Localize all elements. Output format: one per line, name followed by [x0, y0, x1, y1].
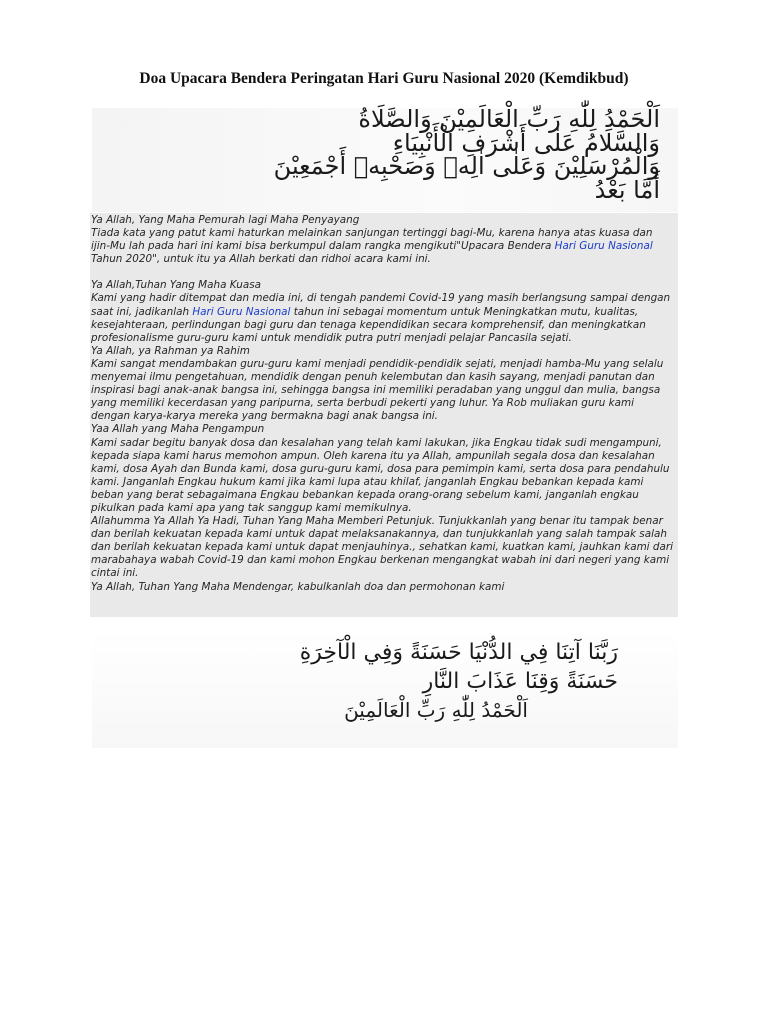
arabic-line: وَالسَّلَامُ عَلٰى أَشْرَفِ الْأَنْبِيَاءِ: [392, 128, 660, 157]
arabic-line: اَلْحَمْدُ لِلّٰهِ رَبِّ الْعَالَمِيْنَ وَالصَّلَاةُ: [358, 105, 660, 133]
paragraph-text: tahun ini sebagai momentum untuk Meningkatkan mutu, kualitas, kesejahteraan, perlindungan bagi guru dan tenaga kependidikan secara komprehensif, dan meningkatkan profesionalisme guru-guru kami untuk mendidik putra putri menjadi pelajar Pancasila sejati.: [91, 305, 646, 344]
prayer-heading: Ya Allah,Tuhan Yang Maha Kuasa: [91, 279, 262, 292]
arabic-line: اَلْحَمْدُ لِلّٰهِ رَبِّ الْعَالَمِيْنَ: [344, 698, 528, 722]
prayer-heading: Yaa Allah yang Maha Pengampun: [91, 423, 265, 436]
prayer-text-box: [90, 213, 678, 617]
paragraph-spacer: [91, 266, 674, 279]
arabic-closing-image: [92, 630, 678, 748]
prayer-paragraph: [91, 292, 674, 344]
prayer-paragraph: Ya Allah, Tuhan Yang Maha Mendengar, kabulkanlah doa dan permohonan kami: [91, 580, 505, 593]
paragraph-text: Tiada kata yang patut kami haturkan melainkan sanjungan tertinggi bagi-Mu, karena hanya atas kuasa dan ijin-Mu lah pada hari ini kami bisa berkumpul dalam rangka mengikuti"Upacara Bendera: [91, 227, 653, 253]
prayer-paragraph: [91, 227, 674, 266]
hari-guru-nasional-link[interactable]: Hari Guru Nasional: [192, 305, 291, 318]
arabic-line: أَمَّا بَعْدُ: [594, 175, 660, 204]
prayer-heading: Ya Allah, ya Rahman ya Rahim: [91, 344, 250, 357]
arabic-line: وَالْمُرْسَلِيْنَ وَعَلٰى اٰلِهٖ وَصَحْبِهٖ أَجْمَعِيْنَ: [273, 152, 660, 180]
paragraph-text: Tahun 2020", untuk itu ya Allah berkati dan ridhoi acara kami ini.: [91, 253, 431, 266]
prayer-paragraph: Kami sangat mendambakan guru-guru kami menjadi pendidik-pendidik sejati, menjadi hamba-Mu yang selalu menyemai ilmu pengetahuan, mendidik dengan penuh kelembutan dan kasih sayang, menjadi panutan dan inspirasi bagi anak-anak bangsa ini, sehingga bangsa ini memiliki peradaban yang unggul dan mulia, bangsa yang memiliki kecerdasan yang paripurna, serta berbudi pekerti yang luhur. Ya Rob muliakan guru kami dengan karya-karya mereka yang bermakna bagi anak bangsa ini.: [91, 357, 664, 423]
prayer-heading: Ya Allah, Yang Maha Pemurah lagi Maha Penyayang: [91, 214, 360, 226]
hari-guru-nasional-link[interactable]: Hari Guru Nasional: [554, 240, 653, 253]
prayer-paragraph: Kami sadar begitu banyak dosa dan kesalahan yang telah kami lakukan, jika Engkau tidak sudi mengampuni, kepada siapa kami harus memohon ampun. Oleh karena itu ya Allah, ampunilah segala dosa dan kesalahan kami, dosa Ayah dan Bunda kami, dosa guru-guru kami, dosa para pemimpin kami, serta dosa para pendahulu kami. Janganlah Engkau hukum kami jika kami lupa atau khilaf, janganlah Engkau bebankan kepada kami beban yang berat sebagaimana Engkau bebankan kepada orang-orang sebelum kami, janganlah engkau pikulkan pada kami apa yang tak sanggup kami memikulnya.: [91, 436, 670, 514]
prayer-text: [90, 213, 678, 594]
arabic-line: رَبَّنَا آتِنَا فِي الدُّنْيَا حَسَنَةً وَفِي الْآخِرَةِ: [299, 640, 618, 665]
prayer-paragraph: Allahumma Ya Allah Ya Hadi, Tuhan Yang Maha Memberi Petunjuk. Tunjukkanlah yang benar itu tampak benar dan berilah kekuatan kepada kami untuk dapat melaksanakannya, dan tunjukkanlah yang salah tampak salah dan berilah kekuatan kepada kami untuk dapat menjauhinya., sehatkan kami, kuatkan kami, jauhkan kami dari marabahaya wabah Covid-19 dan kami mohon Engkau berkenan mengangkat wabah ini dari negeri yang kami cintai ini.: [91, 515, 673, 580]
arabic-opening-image: [92, 105, 678, 212]
arabic-line: حَسَنَةً وَقِنَا عَذَابَ النَّارِ: [422, 669, 618, 694]
paragraph-text: Kami yang hadir ditempat dan media ini, di tengah pandemi Covid-19 yang masih berlangsung sampai dengan saat ini, jadikanlah: [91, 292, 671, 318]
document-title: Doa Upacara Bendera Peringatan Hari Guru Nasional 2020 (Kemdikbud): [139, 70, 629, 87]
